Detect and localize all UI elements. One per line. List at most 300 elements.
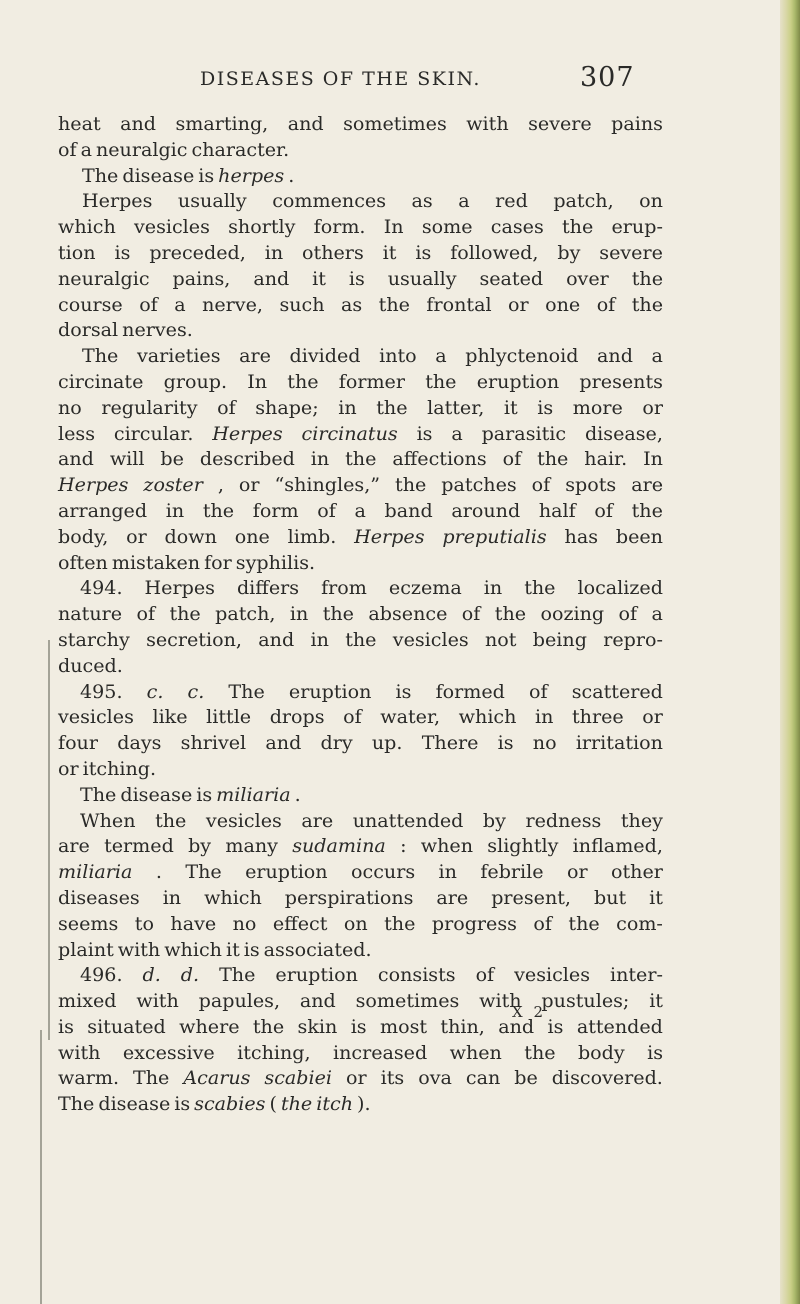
word: is <box>415 240 432 264</box>
word: hair. <box>584 447 628 471</box>
word: around <box>451 498 521 522</box>
word: erup- <box>611 215 663 239</box>
word: or <box>642 705 663 729</box>
word: on <box>343 911 368 935</box>
word: ova <box>418 1066 452 1090</box>
word: or <box>508 292 529 316</box>
word: nature <box>58 602 123 626</box>
word: parasitic <box>481 421 567 445</box>
paragraph <box>58 111 663 163</box>
word: , <box>217 473 224 497</box>
word: pustules; <box>541 989 630 1013</box>
text-line <box>58 730 663 756</box>
text-line <box>58 782 663 808</box>
word: redness <box>525 808 602 832</box>
word: . <box>294 782 301 806</box>
text-line <box>58 937 663 963</box>
word: are <box>436 885 469 909</box>
word: are <box>239 344 271 368</box>
word: have <box>170 911 217 935</box>
word: itching. <box>82 756 157 780</box>
word: the <box>384 911 416 935</box>
italic-word: c. <box>146 679 164 703</box>
word: associated. <box>263 937 372 961</box>
italic-word: Herpes <box>354 524 425 548</box>
word: the <box>425 369 457 393</box>
word: less <box>58 421 96 445</box>
word: skin <box>297 1014 338 1038</box>
word: of <box>529 679 548 703</box>
word: of <box>596 292 616 316</box>
word: of <box>343 705 362 729</box>
word: sometimes <box>355 989 460 1013</box>
word: oozing <box>540 602 605 626</box>
word: by <box>482 808 506 832</box>
word: severe <box>599 240 663 264</box>
word: circinate <box>58 369 144 393</box>
text-line <box>58 575 663 601</box>
italic-word: Herpes <box>212 421 283 445</box>
word: the <box>631 498 663 522</box>
word: There <box>421 731 479 755</box>
word: a <box>651 344 663 368</box>
word: dry <box>320 731 353 755</box>
word: with <box>136 989 179 1013</box>
word: phlyctenoid <box>465 344 579 368</box>
text-line <box>58 1091 663 1117</box>
word: plaint <box>58 937 114 961</box>
word: . <box>155 860 162 884</box>
word: the <box>568 911 600 935</box>
word: eruption <box>245 860 328 884</box>
word: a <box>354 498 366 522</box>
word: is <box>243 937 260 961</box>
word: a <box>435 344 447 368</box>
word: the <box>537 447 569 471</box>
word: in <box>310 627 329 651</box>
word: will <box>109 447 145 471</box>
text-line <box>58 498 663 524</box>
word: eruption <box>476 369 560 393</box>
word: presents <box>579 369 663 393</box>
word: : <box>400 834 407 858</box>
word: a <box>80 137 92 161</box>
word: patch, <box>215 602 276 626</box>
word: seated <box>479 266 544 290</box>
word: divided <box>289 344 361 368</box>
word: neuralgic <box>58 266 150 290</box>
word: preceded, <box>149 240 246 264</box>
word: of <box>475 963 495 987</box>
word: circular. <box>113 421 194 445</box>
italic-word: preputialis <box>442 524 547 548</box>
word: in <box>165 498 185 522</box>
italic-word: Acarus <box>183 1066 251 1090</box>
word: or <box>238 473 260 497</box>
text-line <box>58 988 663 1014</box>
word: one <box>234 524 270 548</box>
word: the <box>561 215 594 239</box>
word: of <box>136 602 156 626</box>
word: over <box>566 266 609 290</box>
word: eruption <box>288 679 372 703</box>
word: it <box>503 395 518 419</box>
word: the <box>252 1014 285 1038</box>
word: starchy <box>58 627 130 651</box>
italic-word: Herpes <box>58 473 129 497</box>
word: it <box>225 937 240 961</box>
word: The <box>58 1092 95 1116</box>
word: the <box>524 576 556 600</box>
word: in <box>535 705 554 729</box>
word: which <box>164 937 222 961</box>
word: no <box>532 731 557 755</box>
word: neuralgic <box>95 137 188 161</box>
word: in <box>310 447 330 471</box>
word: body <box>577 1040 625 1064</box>
word: are <box>301 808 334 832</box>
italic-word: c. <box>187 679 205 703</box>
word: of <box>533 911 552 935</box>
word: and <box>299 989 336 1013</box>
word: such <box>279 292 325 316</box>
word: mistaken <box>111 550 201 574</box>
word: differs <box>236 576 300 600</box>
paragraph <box>58 808 663 963</box>
body-text <box>58 111 663 1117</box>
word: Herpes <box>144 576 215 600</box>
paragraph <box>58 163 663 189</box>
word: body, <box>58 524 109 548</box>
word: three <box>571 705 624 729</box>
paragraph <box>58 679 663 782</box>
word: pains <box>611 112 663 135</box>
word: thin, <box>440 1014 485 1038</box>
page-number: 307 <box>580 62 635 93</box>
word: the <box>169 602 201 626</box>
word: described <box>199 447 295 471</box>
word: absence <box>368 602 448 626</box>
word: termed <box>104 834 174 858</box>
text-line <box>58 395 663 421</box>
italic-word: zoster <box>143 473 203 497</box>
word: no <box>58 395 82 419</box>
word: 495. <box>80 679 123 703</box>
text-line <box>58 240 663 266</box>
word: The <box>219 963 256 987</box>
text-line <box>58 524 663 550</box>
word: consists <box>377 963 456 987</box>
word: varieties <box>136 344 221 368</box>
word: by <box>188 834 212 858</box>
word: in <box>289 602 309 626</box>
word: diseases <box>58 885 140 909</box>
word: or <box>566 860 588 884</box>
word: but <box>593 885 627 909</box>
word: affections <box>392 447 487 471</box>
italic-word: sudamina <box>292 834 386 858</box>
word: which <box>204 885 262 909</box>
word: character. <box>191 137 290 161</box>
gutter-shadow-line <box>48 640 50 1040</box>
word: of <box>594 498 613 522</box>
word: as <box>341 292 363 316</box>
word: or <box>642 395 663 419</box>
word: and <box>265 731 302 755</box>
word: or <box>346 1066 367 1090</box>
word: the <box>345 447 377 471</box>
italic-word: the <box>280 1092 313 1116</box>
running-head-title: DISEASES OF THE SKIN. <box>200 68 481 90</box>
word: febrile <box>480 860 544 884</box>
word: on <box>639 189 663 213</box>
word: irritation <box>575 731 663 755</box>
text-line <box>58 601 663 627</box>
text-line <box>58 421 663 447</box>
text-line <box>58 266 663 292</box>
text-line <box>58 627 663 653</box>
word: course <box>58 292 123 316</box>
word: situated <box>87 1014 166 1038</box>
word: shape; <box>255 395 319 419</box>
text-line <box>58 1040 663 1066</box>
word: is <box>58 1014 74 1038</box>
word: it <box>382 240 397 264</box>
italic-word: scabiei <box>264 1066 333 1090</box>
word: commences <box>272 189 387 213</box>
text-line <box>58 808 663 834</box>
italic-word: herpes <box>218 163 285 187</box>
word: it <box>649 989 663 1013</box>
word: days <box>117 731 162 755</box>
word: is <box>647 1040 663 1064</box>
word: usually <box>387 266 457 290</box>
italic-word: itch <box>316 1092 353 1116</box>
text-line <box>58 163 663 189</box>
text-line <box>58 343 663 369</box>
text-line <box>58 188 663 214</box>
word: which <box>458 705 517 729</box>
word: a <box>651 602 663 626</box>
word: cases <box>490 215 544 239</box>
text-line <box>58 653 663 679</box>
word: progress <box>431 911 517 935</box>
word: followed, <box>450 240 539 264</box>
word: the <box>395 473 427 497</box>
word: often <box>58 550 108 574</box>
word: ( <box>269 1092 277 1116</box>
word: water, <box>380 705 441 729</box>
word: in <box>438 860 457 884</box>
word: a <box>451 421 463 445</box>
word: are <box>58 834 90 858</box>
word: one <box>545 292 581 316</box>
word: the <box>378 292 410 316</box>
word: form. <box>313 215 366 239</box>
word: The <box>228 679 265 703</box>
word: the <box>322 602 354 626</box>
word: of <box>531 473 551 497</box>
italic-word: circinatus <box>301 421 398 445</box>
word: vesicles <box>205 808 282 832</box>
word: like <box>152 705 188 729</box>
word: nerve, <box>202 292 263 316</box>
word: vesicles <box>133 215 210 239</box>
word: mixed <box>58 989 117 1013</box>
word: excessive <box>122 1040 215 1064</box>
word: are <box>631 473 663 497</box>
word: or <box>58 756 79 780</box>
word: nerves. <box>122 318 193 342</box>
text-line <box>58 756 663 782</box>
word: vesicles <box>58 705 134 729</box>
text-line <box>58 214 663 240</box>
word: a <box>458 189 470 213</box>
word: frontal <box>426 292 492 316</box>
word: half <box>538 498 576 522</box>
word: syphilis. <box>235 550 316 574</box>
word: for <box>204 550 232 574</box>
word: attended <box>576 1014 663 1038</box>
word: occurs <box>351 860 416 884</box>
word: disease <box>98 1092 171 1116</box>
word: sometimes <box>343 112 447 135</box>
word: they <box>620 808 663 832</box>
word: inter- <box>609 963 663 987</box>
word: The <box>80 782 117 806</box>
word: is <box>114 240 131 264</box>
signature-mark: X 2 <box>512 1003 546 1021</box>
word: patch, <box>553 189 614 213</box>
word: the <box>155 808 187 832</box>
word: pains, <box>172 266 231 290</box>
word: be <box>514 1066 538 1090</box>
word: its <box>380 1066 405 1090</box>
word: heat <box>58 112 101 135</box>
word: of <box>58 137 77 161</box>
text-line <box>58 111 663 137</box>
word: as <box>411 189 433 213</box>
word: inflamed, <box>572 834 663 858</box>
text-line <box>58 885 663 911</box>
word: and <box>597 344 633 368</box>
word: more <box>572 395 623 419</box>
word: in <box>483 576 503 600</box>
word: severe <box>528 112 592 135</box>
word: spots <box>565 473 617 497</box>
word: has <box>564 524 599 548</box>
word: regularity <box>101 395 198 419</box>
word: been <box>615 524 663 548</box>
word: the <box>287 369 319 393</box>
word: papules, <box>198 989 281 1013</box>
word: increased <box>332 1040 428 1064</box>
word: is <box>497 731 514 755</box>
paragraph <box>58 575 663 678</box>
text-line <box>58 911 663 937</box>
word: red <box>495 189 528 213</box>
word: and <box>287 112 324 135</box>
word: others <box>302 240 364 264</box>
text-line <box>58 550 663 576</box>
word: little <box>206 705 252 729</box>
word: the <box>524 1040 556 1064</box>
word: 494. <box>80 576 123 600</box>
word: duced. <box>58 653 123 677</box>
word: is <box>537 395 554 419</box>
word: of <box>217 395 236 419</box>
word: seems <box>58 911 119 935</box>
word: with <box>466 112 509 135</box>
word: which <box>58 215 116 239</box>
word: and <box>58 447 94 471</box>
word: the <box>631 266 663 290</box>
word: of <box>317 498 336 522</box>
word: from <box>321 576 367 600</box>
word: and <box>120 112 157 135</box>
word: with <box>479 989 522 1013</box>
word: former <box>338 369 405 393</box>
word: of <box>461 602 481 626</box>
word: unattended <box>352 808 464 832</box>
word: with <box>117 937 161 961</box>
word: band <box>384 498 433 522</box>
word: is <box>395 679 412 703</box>
word: drops <box>269 705 325 729</box>
word: The <box>82 344 119 368</box>
word: When <box>80 808 136 832</box>
italic-word: scabies <box>194 1092 266 1116</box>
word: of <box>139 292 158 316</box>
word: is <box>174 1092 191 1116</box>
word: slightly <box>487 834 559 858</box>
word: The <box>185 860 222 884</box>
word: vesicles <box>392 627 469 651</box>
word: in <box>162 885 182 909</box>
word: 496. <box>80 963 123 987</box>
word: scattered <box>571 679 663 703</box>
word: present, <box>491 885 571 909</box>
text-line <box>58 369 663 395</box>
word: group. <box>163 369 228 393</box>
word: it <box>312 266 326 290</box>
word: or <box>126 524 147 548</box>
word: not <box>485 627 517 651</box>
word: eruption <box>275 963 358 987</box>
word: is <box>198 163 215 187</box>
word: . <box>288 163 295 187</box>
word: most <box>379 1014 428 1038</box>
word: disease <box>120 782 193 806</box>
word: shortly <box>228 215 296 239</box>
italic-word: miliaria <box>216 782 291 806</box>
word: In <box>247 369 268 393</box>
word: many <box>225 834 278 858</box>
word: effect <box>272 911 328 935</box>
word: usually <box>177 189 247 213</box>
word: when <box>420 834 474 858</box>
word: itching, <box>237 1040 311 1064</box>
text-line <box>58 833 663 859</box>
text-line <box>58 679 663 705</box>
word: perspirations <box>284 885 414 909</box>
text-line <box>58 472 663 498</box>
word: warm. <box>58 1066 120 1090</box>
word: form <box>252 498 299 522</box>
word: com- <box>616 911 663 935</box>
word: tion <box>58 240 96 264</box>
word: is <box>348 266 365 290</box>
